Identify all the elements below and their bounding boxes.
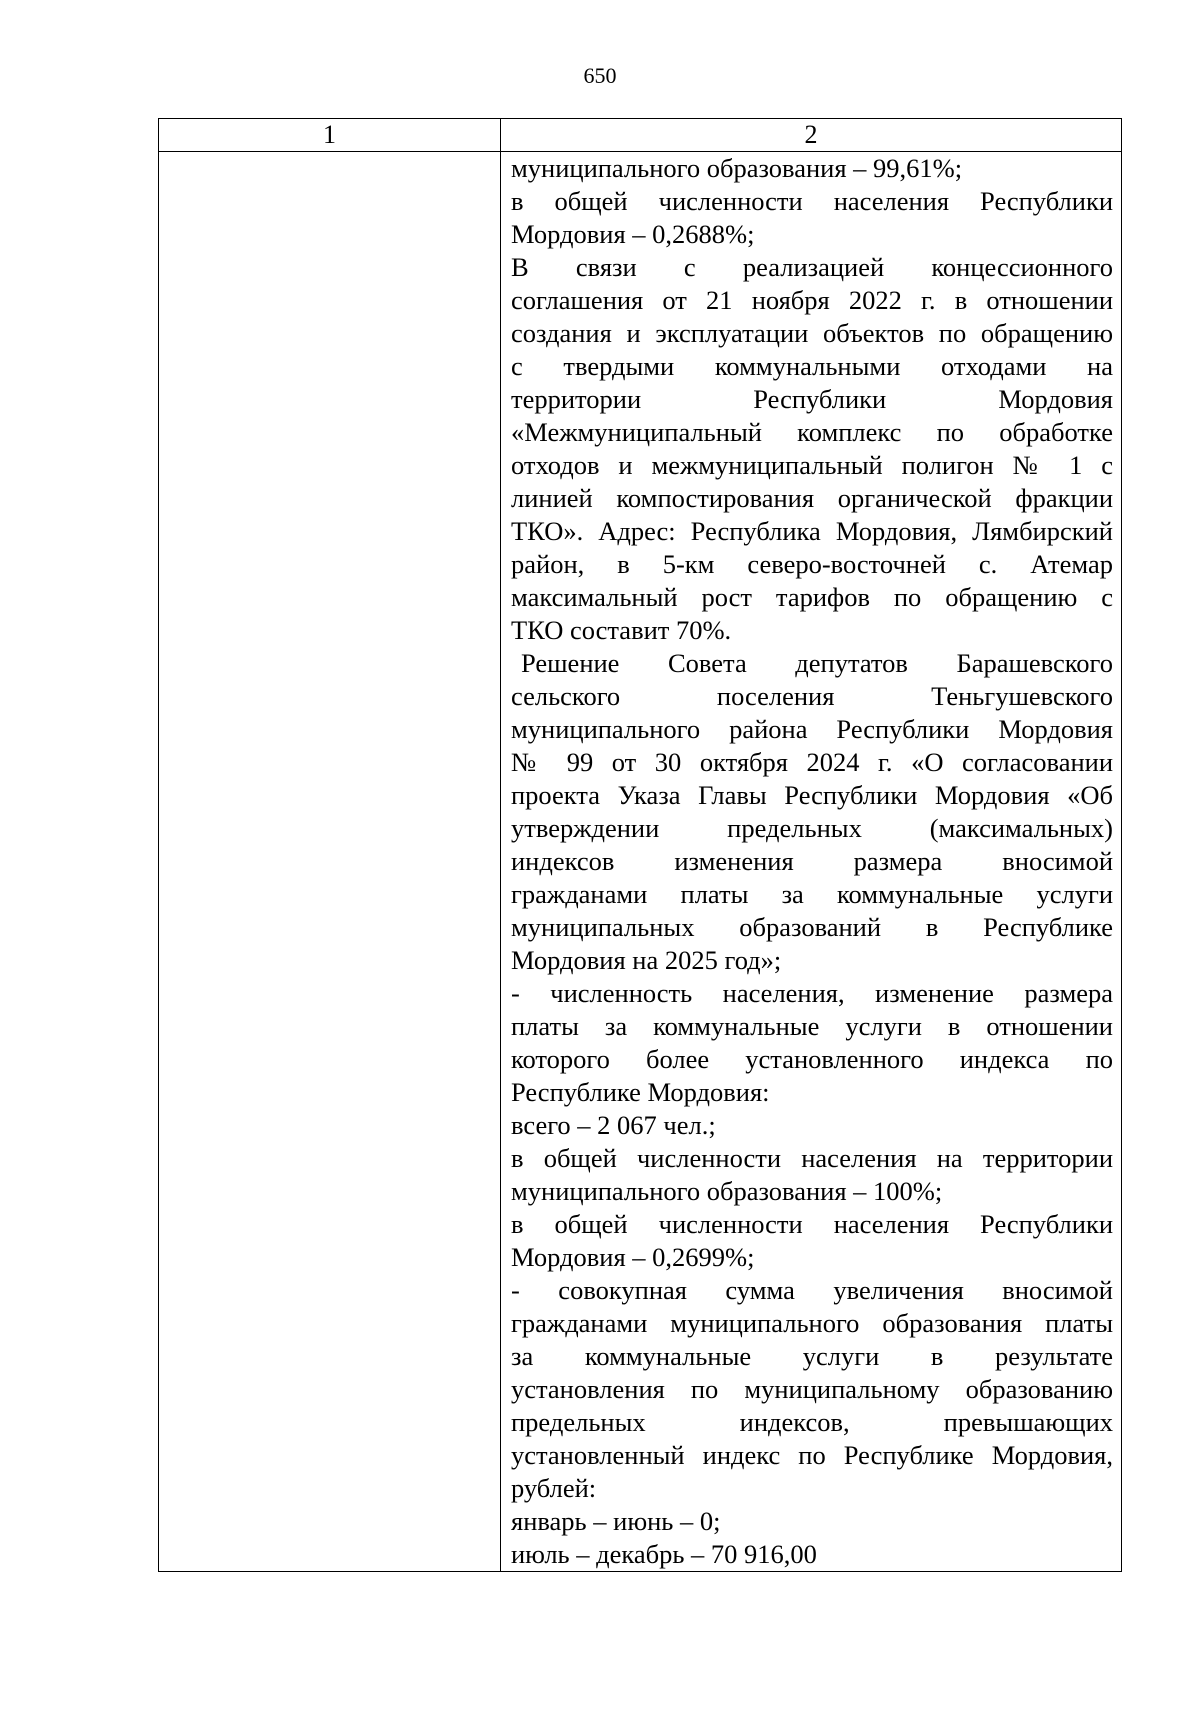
text-line: январь – июнь – 0;	[511, 1506, 721, 1536]
text-line: в общей численности населения Республики	[511, 1209, 1113, 1239]
text-line: - численность населения, изменение размера	[511, 978, 1113, 1008]
text-line: ТКО». Адрес: Республика Мордовия, Лямбирский	[511, 516, 1113, 546]
text-line: с твердыми коммунальными отходами на	[511, 351, 1113, 381]
table-row	[159, 152, 1122, 1572]
text-line: сельского поселения Теньгушевского	[511, 681, 1113, 711]
text-line: платы за коммунальные услуги в отношении	[511, 1011, 1113, 1041]
text-line: муниципального образования – 100%;	[511, 1176, 943, 1206]
page-number: 650	[583, 63, 617, 88]
document-table	[158, 118, 1122, 1572]
text-line: проекта Указа Главы Республики Мордовия «Об	[511, 780, 1113, 810]
text-line: в общей численности населения на территории	[511, 1143, 1113, 1173]
text-line: соглашения от 21 ноября 2022 г. в отношении	[511, 285, 1113, 315]
text-line: предельных индексов, превышающих	[511, 1407, 1113, 1437]
text-line: гражданами платы за коммунальные услуги	[511, 879, 1113, 909]
text-line: № 99 от 30 октября 2024 г. «О согласовании	[511, 747, 1113, 777]
column-2-header: 2	[501, 119, 1122, 152]
text-line: ТКО составит 70%.	[511, 615, 732, 645]
text-line: гражданами муниципального образования платы	[511, 1308, 1113, 1338]
text-line: Мордовия – 0,2688%;	[511, 219, 755, 249]
text-line: утверждении предельных (максимальных)	[511, 813, 1113, 843]
text-line: создания и эксплуатации объектов по обращению	[511, 318, 1113, 348]
text-line: июль – декабрь – 70 916,00	[511, 1539, 817, 1569]
text-line: муниципального района Республики Мордовия	[511, 714, 1113, 744]
text-line: район, в 5-км северо-восточней с. Атемар	[511, 549, 1113, 579]
text-line: в общей численности населения Республики	[511, 186, 1113, 216]
text-line: муниципального образования – 99,61%;	[511, 153, 963, 183]
column-2-cell	[501, 152, 1122, 1572]
text-line: Мордовия на 2025 год»;	[511, 945, 782, 975]
text-line: отходов и межмуниципальный полигон № 1 с	[511, 450, 1113, 480]
column-1-header: 1	[159, 119, 501, 152]
text-line: рублей:	[511, 1473, 597, 1503]
text-line: всего – 2 067 чел.;	[511, 1110, 716, 1140]
text-line: «Межмуниципальный комплекс по обработке	[511, 417, 1113, 447]
text-line: территории Республики Мордовия	[511, 384, 1113, 414]
column-1-cell	[159, 152, 501, 1572]
text-line: установленный индекс по Республике Мордовия,	[511, 1440, 1113, 1470]
text-line: за коммунальные услуги в результате	[511, 1341, 1113, 1371]
text-line: индексов изменения размера вносимой	[511, 846, 1113, 876]
text-line: которого более установленного индекса по	[511, 1044, 1113, 1074]
text-line: Республике Мордовия:	[511, 1077, 770, 1107]
text-line: В связи с реализацией концессионного	[511, 252, 1113, 282]
text-line: муниципальных образований в Республике	[511, 912, 1113, 942]
text-line: установления по муниципальному образованию	[511, 1374, 1113, 1404]
text-line: линией компостирования органической фракции	[511, 483, 1113, 513]
table-header-row	[159, 119, 1122, 152]
text-line: Решение Совета депутатов Барашевского	[521, 648, 1113, 678]
text-line: - совокупная сумма увеличения вносимой	[511, 1275, 1113, 1305]
text-line: Мордовия – 0,2699%;	[511, 1242, 755, 1272]
text-line: максимальный рост тарифов по обращению с	[511, 582, 1113, 612]
